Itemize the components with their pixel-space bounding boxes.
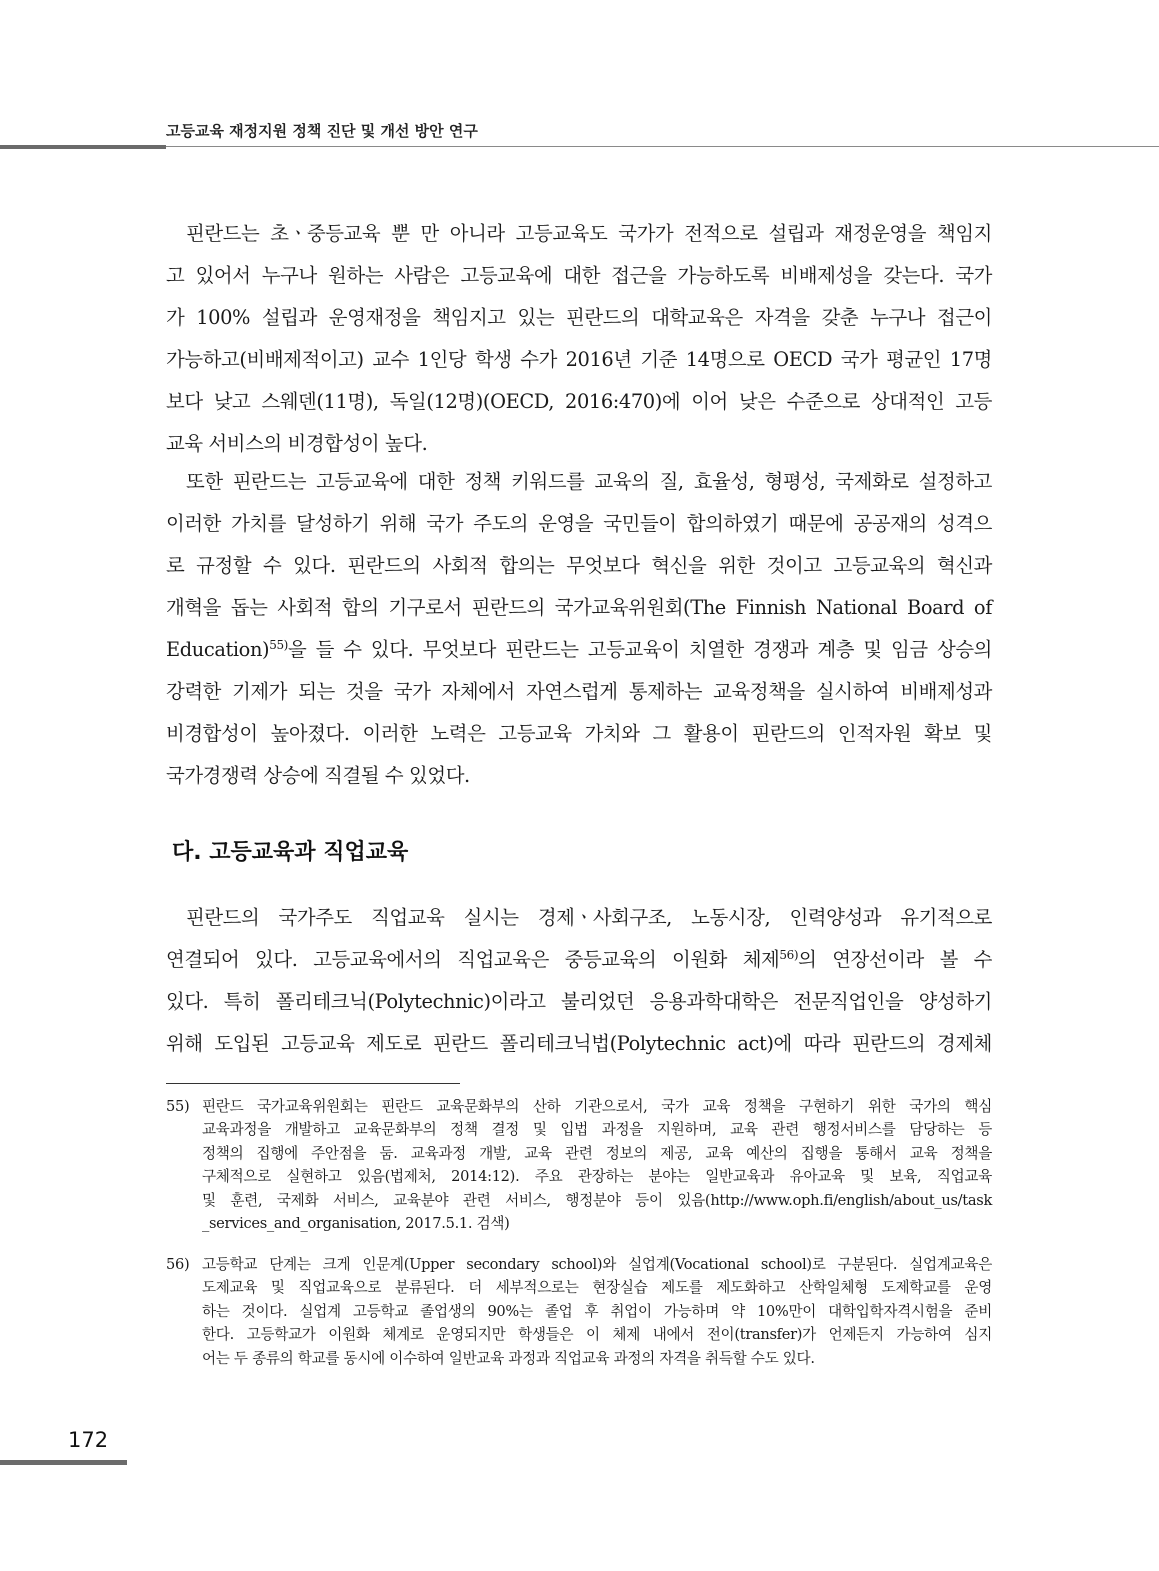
line-text: 연결되어 있다. 고등교육에서의 직업교육은 중등교육의 이원화 체제 xyxy=(166,948,780,971)
footnote-number: 56) xyxy=(166,1256,190,1273)
footnote-line: 어는 두 종류의 학교를 동시에 이수하여 일반교육 과정과 직업교육 과정의 자격을 취득할 수도 있다. xyxy=(202,1349,815,1367)
footer-rule-accent xyxy=(0,1460,127,1465)
paragraph-line: 로 규정할 수 있다. 핀란드의 사회적 합의는 무엇보다 혁신을 위한 것이고 고등교육의 혁신과 xyxy=(166,554,992,577)
paragraph-line: 국가경쟁력 상승에 직결될 수 있었다. xyxy=(166,764,470,787)
line-text: Education) xyxy=(166,638,270,661)
paragraph-line: 개혁을 돕는 사회적 합의 기구로서 핀란드의 국가교육위원회(The Finnish National Board of xyxy=(166,596,992,619)
footnote-line: 한다. 고등학교가 이원화 체계로 운영되지만 학생들은 이 체제 내에서 전이(transfer)가 언제든지 가능하여 심지 xyxy=(202,1326,992,1344)
footnote-line: 고등학교 단계는 크게 인문계(Upper secondary school)와 실업계(Vocational school)로 구분된다. 실업계교육은 xyxy=(202,1256,992,1273)
line-text: 을 들 수 있다. 무엇보다 핀란드는 고등교육이 치열한 경쟁과 계층 및 임금 상승의 xyxy=(287,638,992,661)
paragraph-line-with-footnote xyxy=(166,629,992,671)
footnote-reference-55[interactable]: 55) xyxy=(269,638,288,652)
running-header-title: 고등교육 재정지원 정책 진단 및 개선 방안 연구 xyxy=(166,122,478,140)
footnote-separator xyxy=(166,1083,460,1084)
paragraph-line-with-footnote xyxy=(166,939,992,981)
paragraph-line: 위해 도입된 고등교육 제도로 핀란드 폴리테크닉법(Polytechnic act)에 따라 핀란드의 경제체 xyxy=(166,1032,992,1055)
line-text: 의 연장선이라 볼 수 xyxy=(798,948,992,971)
footnote-56 xyxy=(166,1253,992,1370)
paragraph-line: 강력한 기제가 되는 것을 국가 자체에서 자연스럽게 통제하는 교육정책을 실시하여 비배제성과 xyxy=(166,680,992,703)
paragraph-1 xyxy=(166,213,992,465)
footnote-line: 핀란드 국가교육위원회는 핀란드 교육문화부의 산하 기관으로서, 국가 교육 정책을 구현하기 위한 국가의 핵심 xyxy=(202,1098,992,1115)
paragraph-line: 또한 핀란드는 고등교육에 대한 정책 키워드를 교육의 질, 효율성, 형평성, 국제화로 설정하고 xyxy=(186,470,992,493)
footnote-line: 하는 것이다. 실업계 고등학교 졸업생의 90%는 졸업 후 취업이 가능하며 약 10%만이 대학입학자격시험을 준비 xyxy=(202,1302,992,1320)
footnote-line: 정책의 집행에 주안점을 둠. 교육과정 개발, 교육 관련 정보의 제공, 교육 예산의 집행을 통해서 교육 정책을 xyxy=(202,1144,992,1162)
footnote-line: 도제교육 및 직업교육으로 분류된다. 더 세부적으로는 현장실습 제도를 제도화하고 산학일체형 도제학교를 운영 xyxy=(202,1279,992,1297)
header-rule-accent xyxy=(0,145,166,149)
paragraph-line: 보다 낮고 스웨덴(11명), 독일(12명)(OECD, 2016:470)에 이어 낮은 수준으로 상대적인 고등 xyxy=(166,390,992,413)
footnote-line: 교육과정을 개발하고 교육문화부의 정책 결정 및 입법 과정을 지원하며, 교육 관련 행정서비스를 담당하는 등 xyxy=(202,1121,992,1139)
section-heading: 다. 고등교육과 직업교육 xyxy=(172,840,409,865)
paragraph-3 xyxy=(166,897,992,1065)
footnote-reference-56[interactable]: 56) xyxy=(779,948,799,962)
footnote-55 xyxy=(166,1095,992,1235)
paragraph-line: 고 있어서 누구나 원하는 사람은 고등교육에 대한 접근을 가능하도록 비배제성을 갖는다. 국가 xyxy=(166,264,992,287)
footnote-body xyxy=(202,1095,992,1235)
header-rule xyxy=(166,146,1159,147)
paragraph-line: 비경합성이 높아졌다. 이러한 노력은 고등교육 가치와 그 활용이 핀란드의 인적자원 확보 및 xyxy=(166,722,992,745)
paragraph-line: 교육 서비스의 비경합성이 높다. xyxy=(166,432,428,455)
paragraph-line: 가 100% 설립과 운영재정을 책임지고 있는 핀란드의 대학교육은 자격을 갖춘 누구나 접근이 xyxy=(166,306,992,329)
paragraph-line: 핀란드의 국가주도 직업교육 실시는 경제ㆍ사회구조, 노동시장, 인력양성과 유기적으로 xyxy=(186,906,992,929)
page-number: 172 xyxy=(68,1428,109,1452)
footnote-body xyxy=(202,1253,992,1370)
footnote-line: _services_and_organisation, 2017.5.1. 검색) xyxy=(202,1215,510,1233)
footnote-line: 및 훈련, 국제화 서비스, 교육분야 관련 서비스, 행정분야 등이 있음(http://www.oph.fi/english/about_us/task xyxy=(202,1191,992,1209)
paragraph-line: 가능하고(비배제적이고) 교수 1인당 학생 수가 2016년 기준 14명으로 OECD 국가 평균인 17명 xyxy=(166,348,993,371)
paragraph-line: 있다. 특히 폴리테크닉(Polytechnic)이라고 불리었던 응용과학대학은 전문직업인을 양성하기 xyxy=(166,990,992,1013)
footnote-number: 55) xyxy=(166,1098,190,1115)
paragraph-line: 핀란드는 초ㆍ중등교육 뿐 만 아니라 고등교육도 국가가 전적으로 설립과 재정운영을 책임지 xyxy=(186,222,992,245)
footnote-line: 구체적으로 실현하고 있음(법제처, 2014:12). 주요 관장하는 분야는 일반교육과 유아교육 및 보육, 직업교육 xyxy=(202,1168,992,1186)
paragraph-line: 이러한 가치를 달성하기 위해 국가 주도의 운영을 국민들이 합의하였기 때문에 공공재의 성격으 xyxy=(166,512,992,535)
paragraph-2 xyxy=(166,461,992,797)
